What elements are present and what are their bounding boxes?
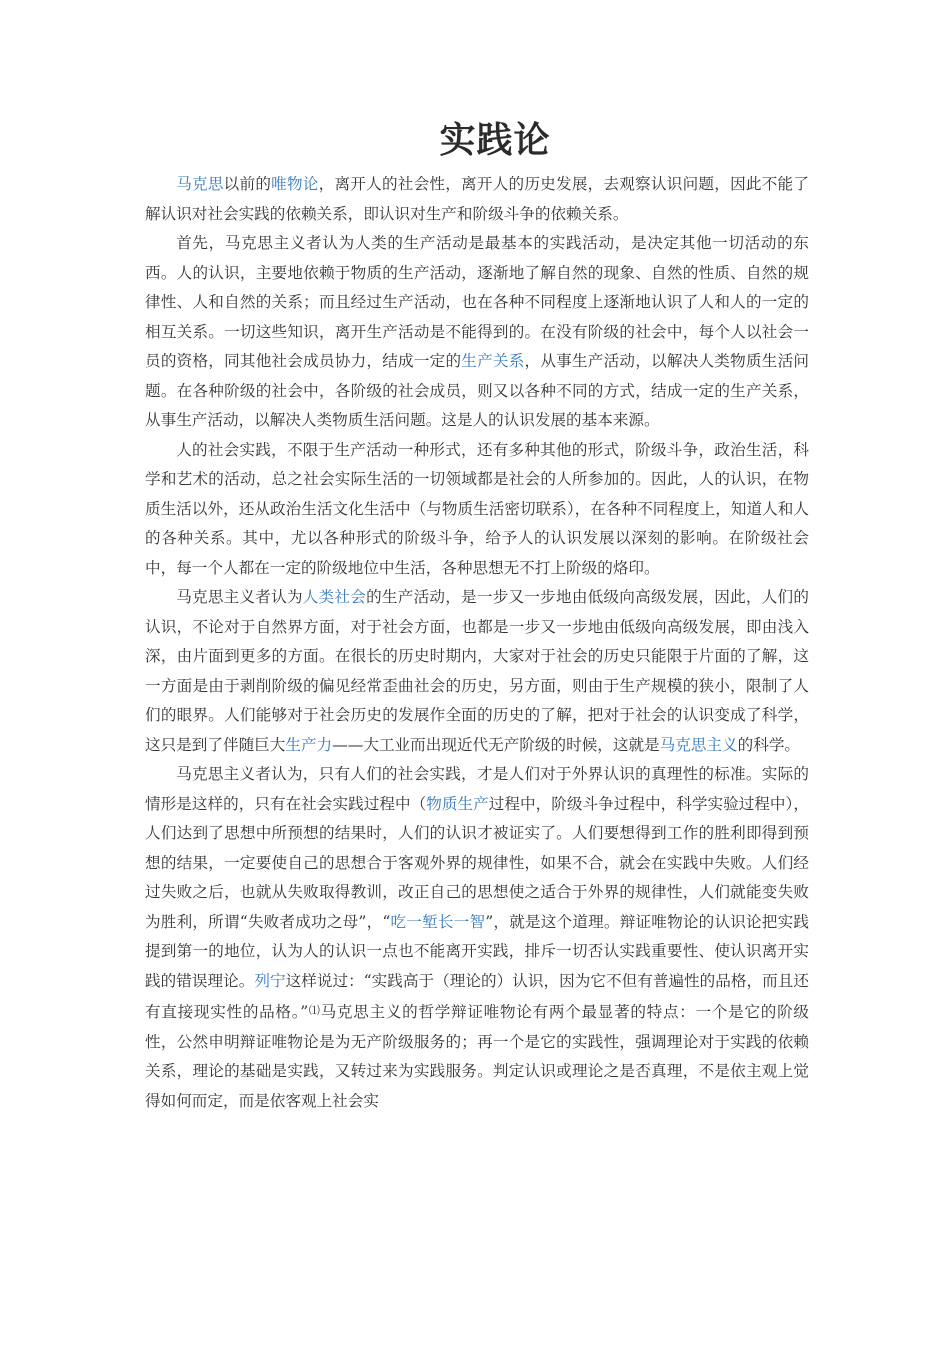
paragraph-p4 [145,583,809,760]
paragraph-text: 的生产活动，是一步又一步地由低级向高级发展，因此，人们的认识，不论对于自然界方面，对于社会方面，也都是一步又一步地由低级向高级发展，即由浅入深，由片面到更多的方面。在很长的历史时期内，大家对于社会的历史只能限于片面的了解，这一方面是由于剥削阶级的偏见经常歪曲社会的历史，另方面，则由于生产规模的狭小，限制了人们的眼界。人们能够对于社会历史的发展作全面的历史的了解，把对于社会的认识变成了科学，这只是到了伴随巨大 [145,588,809,754]
paragraph-text: 的科学。 [737,735,801,754]
paragraph-text: 过程中，阶级斗争过程中，科学实验过程中），人们达到了思想中所预想的结果时，人们的认识才被证实了。人们要想得到工作的胜利即得到预想的结果，一定要使自己的思想合于客观外界的规律性，如果不合，就会在实践中失败。人们经过失败之后，也就从失败取得教训，改正自己的思想使之适合于外界的规律性，人们就能变失败为胜利，所谓“失败者成功之母”，“ [145,794,809,931]
term-link[interactable]: 吃一堑长一智 [390,912,486,931]
paragraph-text: 以前的 [223,175,272,193]
paragraph-text: 人的社会实践，不限于生产活动一种形式，还有多种其他的形式，阶级斗争，政治生活，科学和艺术的活动，总之社会实际生活的一切领域都是社会的人所参加的。因此，人的认识，在物质生活以外，还从政治生活文化生活中（与物质生活密切联系），在各种不同程度上，知道人和人的各种关系。其中，尤以各种形式的阶级斗争，给予人的认识发展以深刻的影响。在阶级社会中，每一个人都在一定的阶级地位中生活，各种思想无不打上阶级的烙印。 [145,440,809,577]
term-link[interactable]: 列宁 [254,971,286,990]
term-link[interactable]: 马克思主义 [659,735,738,754]
term-link[interactable]: 人类社会 [302,588,367,606]
term-link[interactable]: 生产力 [285,735,333,754]
paragraph-text: 马克思主义者认为，只有人们的社会实践，才是人们对于外界认识的真理性的标准。实际的情形是这样的，只有在社会实践过程中（ [145,765,809,813]
paragraph-text: ，从事生产活动，以解决人类物质生活问题。在各种阶级的社会中，各阶级的社会成员，则又以各种不同的方式，结成一定的生产关系，从事生产活动，以解决人类物质生活问题。这是人的认识发展的基本来源。 [145,352,809,429]
paragraph-text: 这样说过：“实践高于（理论的）认识，因为它不但有普遍性的品格，而且还有直接现实性的品格。” [145,971,809,1021]
paragraph-p5 [145,760,809,1116]
term-link[interactable]: 生产关系 [461,352,525,370]
paragraph-text: ——大工业而出现近代无产阶级的时候，这就是 [332,735,660,754]
paragraph-p1 [145,170,809,229]
document-title: 实践论 [439,119,551,161]
paragraph-p2 [145,229,809,436]
paragraph-text: ”，就是这个道理。辩证唯物论的认识论把实践提到第一的地位，认为人的认识一点也不能离开实践，排斥一切否认实践重要性、使认识离开实践的错误理论。 [145,912,809,990]
term-link[interactable]: 唯物论 [271,175,319,193]
paragraph-text: 马克思主义者认为 [176,588,303,606]
paragraph-p3 [145,436,809,584]
footnote-marker: ⑴ [308,1004,321,1017]
paragraph-text: 马克思主义的哲学辩证唯物论有两个最显著的特点：一个是它的阶级性，公然申明辩证唯物论是为无产阶级服务的；再一个是它的实践性，强调理论对于实践的依赖关系，理论的基础是实践，又转过来为实践服务。判定认识或理论之是否真理，不是依主观上觉得如何而定，而是依客观上社会实 [145,1003,809,1110]
term-link[interactable]: 物质生产 [426,794,489,813]
term-link[interactable]: 马克思 [176,175,224,193]
document-body [145,170,809,1116]
paragraph-text: 首先，马克思主义者认为人类的生产活动是最基本的实践活动，是决定其他一切活动的东西。人的认识，主要地依赖于物质的生产活动，逐渐地了解自然的现象、自然的性质、自然的规律性、人和自然的关系；而且经过生产活动，也在各种不同程度上逐渐地认识了人和人的一定的相互关系。一切这些知识，离开生产活动是不能得到的。在没有阶级的社会中，每个人以社会一员的资格，同其他社会成员协力，结成一定的 [145,234,809,370]
paragraph-text: ，离开人的社会性，离开人的历史发展，去观察认识问题，因此不能了解认识对社会实践的依赖关系，即认识对生产和阶级斗争的依赖关系。 [145,175,809,223]
